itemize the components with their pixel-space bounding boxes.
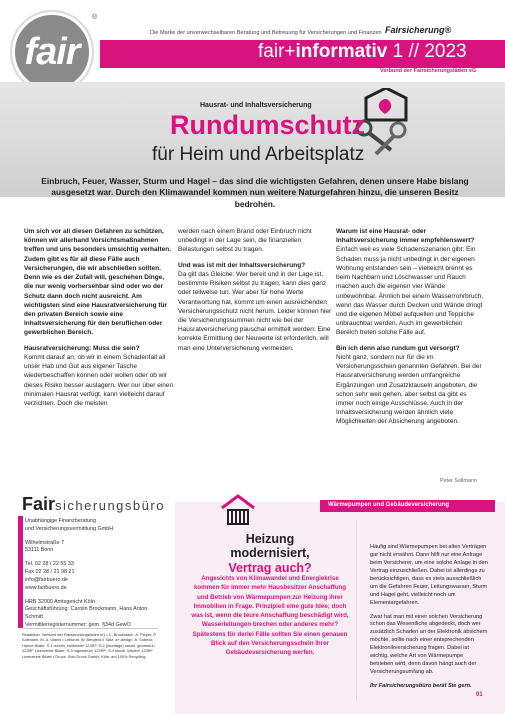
accent-strip [18, 516, 23, 628]
feature-paragraph-1: Häufig sind Wärmepumpen bei alten Verträgen gar nicht erwähnt. Dann hilft nur eine Anfrage beim Versicherer, um eine solche Anlage in den Vertrag einzuschließen. Dabei ist allerdings zu berücksichtigen, dass es stets ausschließlich um die Gefahren Feuer, Leitungswasser, Sturm und Hagel geht, vielleicht noch um Elementargefahren. [370, 544, 488, 606]
col1-paragraph: Kommt darauf an, ob wir in einem Schadenfall all unser Hab und Gut aus eigener Tasche wiederbeschaffen können oder wollen oder ob wir dieses Risiko besser auslagern. Wer nur über einen minimalen Hausrat verfügt, kann vielleicht darauf verzichten. Doch die meisten [24, 353, 174, 407]
magazine-title: fair+informativ 1 // 2023 [258, 41, 467, 62]
publisher-line: Verbund der Fairsicherungsläden eG [380, 68, 477, 74]
column-divider [356, 520, 357, 700]
feature-tag: Wärmepumpen und Gebäudeversicherung [320, 500, 495, 512]
logo-registered-mark: ® [92, 14, 98, 21]
office-email[interactable]: info@fairbuero.de [25, 576, 68, 583]
office-address [25, 518, 155, 630]
issue-number: 1 // 2023 [392, 41, 467, 62]
article-column-2 [178, 227, 333, 359]
feature-title: Heizung modernisiert, Vertrag auch? [228, 532, 312, 575]
office-register: HRB 32000 Amtsgericht Köln [25, 598, 95, 605]
article-column-1 [24, 227, 174, 414]
feature-paragraph-2: Zwar hat man mit einer solchen Versicherung schon das Wesentliche abgedeckt, doch wer zusätzlich Schaden an der Elektronik absichern möchte, sollte nach einer entsprechenden Elektronikversicherung fragen. Dabei ist wichtig, welche Art von Wärmepumpe betrieben wird, denn davon hängt auch der Versicherungsumfang ab. [370, 613, 488, 676]
col2-paragraph-2: Da gilt das Gleiche: Wer bereit und in der Lage ist, bestimmte Risiken selbst zu tragen, kann dies ganz oder teilweise tun. Wer aber für hohe Werte Verantwortung hat, kommt um einen ausreichenden Versicherungsschutz nicht herum. Leider können hier die Versicherungssummen nicht wie bei der Hausratversicherung pauschal ermittelt werden: Eine korrekte Ermittlung der Neuwerte ist erforderlich, will man eine Unterversicherung vermeiden. [178, 270, 332, 352]
office-city: 53111 Bonn [25, 547, 54, 554]
feature-lead: Angesichts von Klimawandel und Energiekrise kommen für immer mehr Hausbesitzer Anschaffung und Betrieb von Wärmepumpen zur Heizung ihrer Immobilien in Frage. Prinzipiell eine gute Idee; doch was ist, wenn die teure Anschaffung beschädigt wird, Wasserleitungen brechen oder anderes mehr? Spätestens für derlei Fälle sollten Sie einen genauen Blick auf den Versicherungsschein Ihrer Gebäudeversicherung werfen. [191, 575, 349, 657]
col3-subheading-2: Bin ich denn also rundum gut versorgt? [336, 344, 460, 352]
col3-subheading-1: Warum ist eine Hausrat- oder Inhaltsversicherung immer empfehlenswert? [336, 228, 475, 245]
photo-credit: Peter Sollmann [440, 478, 477, 484]
feature-body [370, 544, 488, 697]
heat-pump-house-icon [218, 492, 258, 528]
fairsicherungsbuero-logo: Fairsicherungsbüro [22, 494, 165, 514]
office-website[interactable]: www.fairbuero.de [25, 584, 67, 591]
article-subheadline: für Heim und Arbeitsplatz [152, 144, 365, 165]
office-broker-register: Vermittlerregisternummer: gem. §34d GewO [25, 622, 131, 629]
office-street: Wilhelmstraße 7 [25, 539, 64, 546]
col1-intro: Um sich vor all diesen Gefahren zu schützen, können wir allerhand Vorsichtsmaßnahmen treffen und uns besonders umsichtig verhalten. Zudem gibt es für all diese Fälle auch Versicherungen, die wir abschließen sollten. Denn wie es der Zufall will, geschehen Dinge, die nur wenig vorhersehbar sind oder wo der Schutz dann doch nicht ausreicht. Am wichtigsten sind eine Hausratversicherung für den privaten Bereich sowie eine Inhaltsversicherung für den beruflichen oder gewerblichen Bereich. [24, 228, 171, 337]
article-column-3 [336, 227, 486, 433]
office-fax: Fax 02 28 / 21 98 21 [25, 569, 75, 576]
office-name-line-1: Unabhängige Finanzberatung [25, 518, 97, 524]
article-kicker: Hausrat- und Inhaltsversicherung [200, 102, 312, 109]
article-headline: Rundumschutz [170, 110, 365, 140]
col3-paragraph-2: Nicht ganz, sondern nur für die im Versicherungsschein genannten Gefahren. Bei der Hausratversicherung werden umfangreiche Ergänzungen und Zusatzklauseln angeboten, die schon sehr weit gehen, aber selbst da gibt es immer noch einige Ausschlüsse. Auch in der Inhaltsversicherung werden ähnlich viele Möglichkeiten der Absicherung angeboten. [336, 353, 482, 426]
article-lead: Einbruch, Feuer, Wasser, Sturm und Hagel – das sind die wichtigsten Gefahren, denen unsere Habe bislang ausgesetzt war. Durch den Klimawandel kommen nun weitere Naturgefahren hinzu, die unseren Besitz bedrohen. [41, 176, 469, 209]
page-number: 01 [476, 692, 483, 698]
col3-paragraph-1: Einfach weil es viele Schadenszenarien gibt: Ein Schaden muss ja nicht unbedingt in der eigenen Wohnung entstanden sein – vielleicht brennt es beim Nachbarn und Löschwasser und Rauch machen auch die eigenen vier Wände unbewohnbar. Ähnlich bei einem Wasserrohrbruch, wenn das Wasser durch Decken und Wände dringt und die eigenen Möbel aufquellen und Teppiche unbrauchbar werden. Auch im gewerblichen Bereich treten solche Fälle auf. [336, 246, 484, 337]
office-management: Geschäftsführung: Carolin Brockmann, Hans Anton Schmitt [25, 606, 148, 621]
brand-tagline: Die Marke der unverwechselbaren Beratung und Betreuung für Versicherungen und Finanzen [150, 30, 382, 36]
imprint: Redaktion: Verbund der Fairsicherungsläden eG • C. Brockmann, A. Pieper, P. Sollmann, M. A. Ulanis • Lektorat: W. Bergfeld // Satz: a+-design, A. Sobeck; Hanne Bilder: S.1 recklin, kolibriwie/ 123RF; S.2 (Montage) umokl, georsbü1/ 123RF Lizenzfreie Bilder; S.3 mgeasbu/r/ 123RF; S.4 sturcil, luftpelr/ 123RF Lizenzfreie Bilder • Druck: Solo Druck GmbH, Köln, auf 100% Recycling [22, 628, 158, 659]
brand-name: Fairsicherung® [385, 25, 452, 35]
col2-paragraph-1: werden nach einem Brand oder Einbruch nicht unbedingt in der Lage sein, die finanziellen Belastungen selbst zu tragen. [178, 228, 312, 254]
feature-signoff: Ihr Fairsicherungsbüro berät Sie gern. [370, 683, 472, 689]
col2-subheading: Und was ist mit der Inhaltsversicherung? [178, 261, 306, 269]
office-name-line-2: und Versicherungsvermittlung GmbH [25, 525, 114, 532]
office-phone: Tel. 02 28 / 22 55 33 [25, 561, 74, 568]
fair-logo: fair [12, 12, 92, 92]
col1-subheading: Hausratversicherung: Muss die sein? [24, 344, 140, 352]
